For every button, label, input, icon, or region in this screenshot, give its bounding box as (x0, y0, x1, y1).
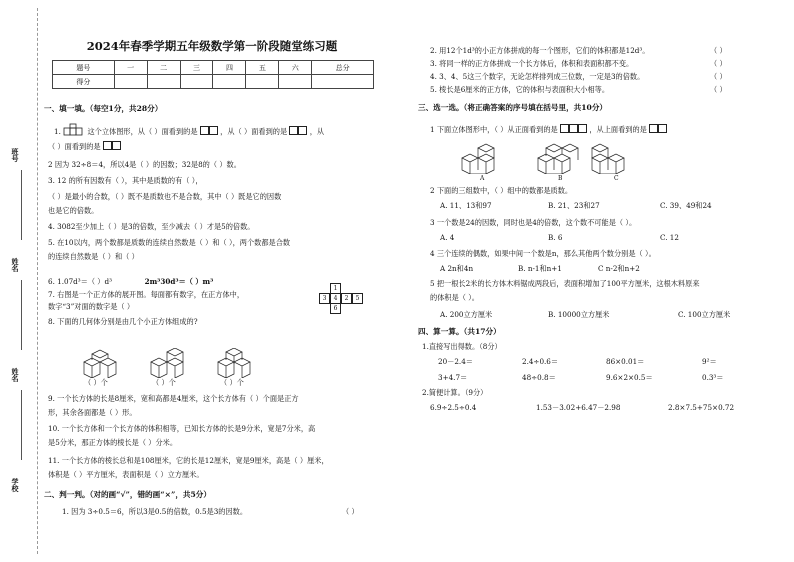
score-cell[interactable] (213, 75, 246, 89)
question-11: 11. 一个长方体的棱长总和是108厘米，它的长是12厘米，宽是9厘米，高是（ ）厘米， (48, 456, 329, 465)
score-header: 题号 (53, 61, 115, 75)
cut-line (37, 8, 38, 554)
calc-item: 3+4.7＝ (438, 373, 468, 382)
gutter-label-name2: 姓名 (11, 368, 20, 382)
calc-item: 48÷0.8＝ (522, 373, 556, 382)
fig-caption: （ ）个 (220, 378, 244, 387)
cube-stack-figure (149, 348, 191, 378)
score-cell[interactable] (180, 75, 213, 89)
table-row (53, 75, 374, 89)
view-square-icon (578, 124, 587, 133)
q-number: 1. (54, 127, 61, 136)
calc-item: 6.9÷2.5÷0.4 (430, 403, 477, 412)
choice-3-opt-c[interactable]: C. 12 (660, 233, 679, 242)
calc-item: 20－2.4＝ (438, 357, 473, 366)
view-square-icon (298, 126, 307, 135)
cube-stack-figure (82, 348, 124, 378)
score-header: 二 (147, 61, 180, 75)
question-7-cont: 数字“3”对面的数字是（ ） (48, 302, 135, 311)
judge-1-paren[interactable]: （ ） (342, 507, 359, 516)
calc-item: 9.6×2×0.5＝ (606, 373, 653, 382)
question-5-cont: 的连续自然数是（ ）和（ ） (48, 252, 139, 261)
calc-item: 9²＝ (702, 357, 717, 366)
q-text: （ ）面看到的是 (48, 142, 101, 151)
gutter-line (21, 390, 22, 460)
view-square-icon (649, 124, 658, 133)
view-square-icon (103, 141, 112, 150)
question-3: 3. 12 的所有因数有（ ），其中是质数的有（ ）， (48, 176, 203, 185)
choice-4-opt-c[interactable]: C n-2和n+2 (598, 264, 640, 273)
option-label: A (480, 175, 485, 182)
score-header: 总分 (312, 61, 374, 75)
gutter-label-name: 姓名 (11, 258, 20, 272)
fig-caption: （ ）个 (152, 378, 176, 387)
option-label: C (614, 175, 619, 182)
choice-2: 2 下面的三组数中，（ ）组中的数都是质数。 (430, 186, 573, 195)
gutter-label-school: 学校 (11, 478, 20, 492)
option-label: B (558, 175, 563, 182)
question-6 (48, 277, 213, 288)
judge-paren[interactable]: （ ） (710, 72, 727, 81)
question-3-cont2: 也是它的倍数。 (48, 206, 99, 215)
score-header: 五 (246, 61, 279, 75)
choice-1 (430, 124, 667, 136)
net-face: 1 (330, 283, 341, 294)
score-cell[interactable] (312, 75, 374, 89)
choice-3-opt-b[interactable]: B. 6 (548, 233, 563, 242)
calc-item: 2.4÷0.6＝ (522, 357, 559, 366)
question-10: 10. 一个长方体和一个长方体的体积相等，已知长方体的长是9分米，宽是7分米，高 (48, 424, 316, 433)
fig-caption: （ ）个 (84, 378, 108, 387)
score-table (52, 60, 374, 89)
choice-2-opt-a[interactable]: A. 11、13和97 (440, 201, 492, 210)
view-square-icon (112, 141, 121, 150)
judge-5: 5. 棱长是6厘米的正方体，它的体积与表面积大小相等。 (430, 85, 610, 94)
judge-paren[interactable]: （ ） (710, 46, 727, 55)
question-2: 2 因为 32÷8＝4，所以4是（ ）的因数；32是8的（ ）数。 (48, 160, 241, 169)
view-square-icon (200, 126, 209, 135)
score-header: 一 (114, 61, 147, 75)
judge-3: 3. 将同一样的正方体拼成一个长方体后，体积和表面积都不变。 (430, 59, 634, 68)
calc-item: 2.8×7.5+75×0.72 (668, 403, 735, 412)
section-choose: 三、选一选。（将正确答案的序号填在括号里，共10分） (418, 103, 608, 112)
calc-part-2: 2.简便计算。（9分） (422, 388, 488, 397)
choice-2-opt-c[interactable]: C. 39、49和24 (660, 201, 712, 210)
section-calculate: 四、算一算。（共17分） (418, 327, 501, 336)
score-cell[interactable] (246, 75, 279, 89)
table-row (53, 61, 374, 75)
question-9-cont: 形，其余各面都是（ ）形。 (48, 408, 137, 417)
q-text: 6. 1.07d³＝（ ）d³ (48, 277, 112, 286)
q-text: 1 下面立体图形中，（ ）从正面看到的是 (430, 125, 558, 134)
section-fill-in: 一、填一填。（每空1分，共28分） (44, 104, 163, 113)
view-square-icon (209, 126, 218, 135)
gutter-label-class: 班号 (11, 148, 20, 162)
question-10-cont: 是5分米，那正方体的棱长是（ ）分米。 (48, 438, 178, 447)
score-header: 六 (279, 61, 312, 75)
choice-2-opt-b[interactable]: B. 21、23和27 (548, 201, 600, 210)
binding-gutter (0, 0, 40, 562)
choice-3-opt-a[interactable]: A. 4 (440, 233, 455, 242)
calc-item: 86×0.01＝ (606, 357, 645, 366)
option-c-figure (590, 140, 636, 174)
question-11-cont: 体积是（ ）平方厘米，表面积是（ ）立方厘米。 (48, 470, 204, 479)
net-face: 4 (330, 293, 341, 304)
judge-4: 4. 3、4、5这三个数字，无论怎样排列成三位数，一定是3的倍数。 (430, 72, 645, 81)
option-b-figure (536, 140, 582, 174)
score-cell[interactable] (147, 75, 180, 89)
q-text: ，从上面看到的是 (589, 125, 647, 134)
score-header: 三 (180, 61, 213, 75)
question-3-cont: （ ）是最小的合数，（ ）既不是质数也不是合数，其中（ ）既是它的因数 (48, 192, 282, 201)
question-4: 4. 3082至少加上（ ）是3的倍数，至少减去（ ）才是5的倍数。 (48, 222, 255, 231)
q-text: 这个立体图形，从（ ）面看到的是 (87, 127, 198, 136)
cube-net (319, 283, 369, 319)
choice-5-opt-b[interactable]: B. 10000立方厘米 (548, 310, 610, 319)
question-8: 8. 下面的几何体分别是由几个小正方体组成的? (48, 317, 198, 326)
judge-paren[interactable]: （ ） (710, 85, 727, 94)
choice-5-opt-a[interactable]: A. 200立方厘米 (440, 310, 493, 319)
question-1 (54, 123, 324, 138)
net-face: 3 (319, 293, 330, 304)
net-face: 2 (341, 293, 352, 304)
score-cell[interactable] (279, 75, 312, 89)
choice-5-cont: 的体积是（ ）。 (430, 293, 479, 302)
question-9: 9. 一个长方体的长是8厘米，宽和高都是4厘米，这个长方体有（ ）个面是正方 (48, 394, 299, 403)
view-square-icon (658, 124, 667, 133)
judge-1: 1. 因为 3÷0.5＝6，所以3是0.5的倍数，0.5是3的因数。 (62, 507, 248, 516)
page-title: 2024年春季学期五年级数学第一阶段随堂练习题 (86, 39, 338, 53)
score-cell[interactable] (114, 75, 147, 89)
calc-part-1: 1.直接写出得数。（8分） (422, 342, 502, 351)
view-square-icon (289, 126, 298, 135)
gutter-line (21, 170, 22, 240)
judge-paren[interactable]: （ ） (710, 59, 727, 68)
judge-2: 2. 用12个1d³的小正方体拼成的每一个图形，它们的体积都是12d³。 (430, 46, 650, 55)
q-text: ，从（ ）面看到的是 (220, 127, 288, 136)
choice-5: 5 把一根长2米的长方体木料锯成两段后，表面积增加了100平方厘米，这根木料原来 (430, 279, 700, 288)
solid-figure-icon (63, 123, 85, 137)
choice-4-opt-a[interactable]: A 2n和4n (440, 264, 474, 273)
question-7: 7. 右图是一个正方体的展开图。每面都有数字，在正方体中， (48, 290, 245, 299)
q-text: ，从 (309, 127, 325, 136)
choice-5-opt-c[interactable]: C. 100立方厘米 (678, 310, 731, 319)
net-face: 6 (330, 303, 341, 314)
choice-3: 3 一个数是24的因数，同时也是4的倍数，这个数不可能是（ ）。 (430, 218, 637, 227)
cube-stack-figure (216, 348, 258, 378)
option-a-figure (460, 140, 506, 174)
question-5: 5. 在10以内，两个数都是质数的连续自然数是（ ）和（ ），两个数都是合数 (48, 238, 291, 247)
q-text: 2m³30d³＝（ ）m³ (144, 277, 214, 286)
section-judge: 二、判一判。（对的画“√”，错的画“×”，共5分） (44, 490, 211, 499)
calc-item: 0.3³＝ (702, 373, 724, 382)
question-1-cont (48, 141, 121, 153)
score-header: 四 (213, 61, 246, 75)
gutter-line (21, 280, 22, 350)
net-face: 5 (352, 293, 363, 304)
view-square-icon (569, 124, 578, 133)
choice-4: 4 三个连续的偶数，如果中间一个数是n，那么其他两个数分别是（ ）。 (430, 249, 656, 258)
view-square-icon (560, 124, 569, 133)
choice-4-opt-b[interactable]: B. n-1和n+1 (518, 264, 562, 273)
calc-item: 1.53－3.02+6.47－2.98 (536, 403, 621, 412)
score-row-label: 得分 (53, 75, 115, 89)
